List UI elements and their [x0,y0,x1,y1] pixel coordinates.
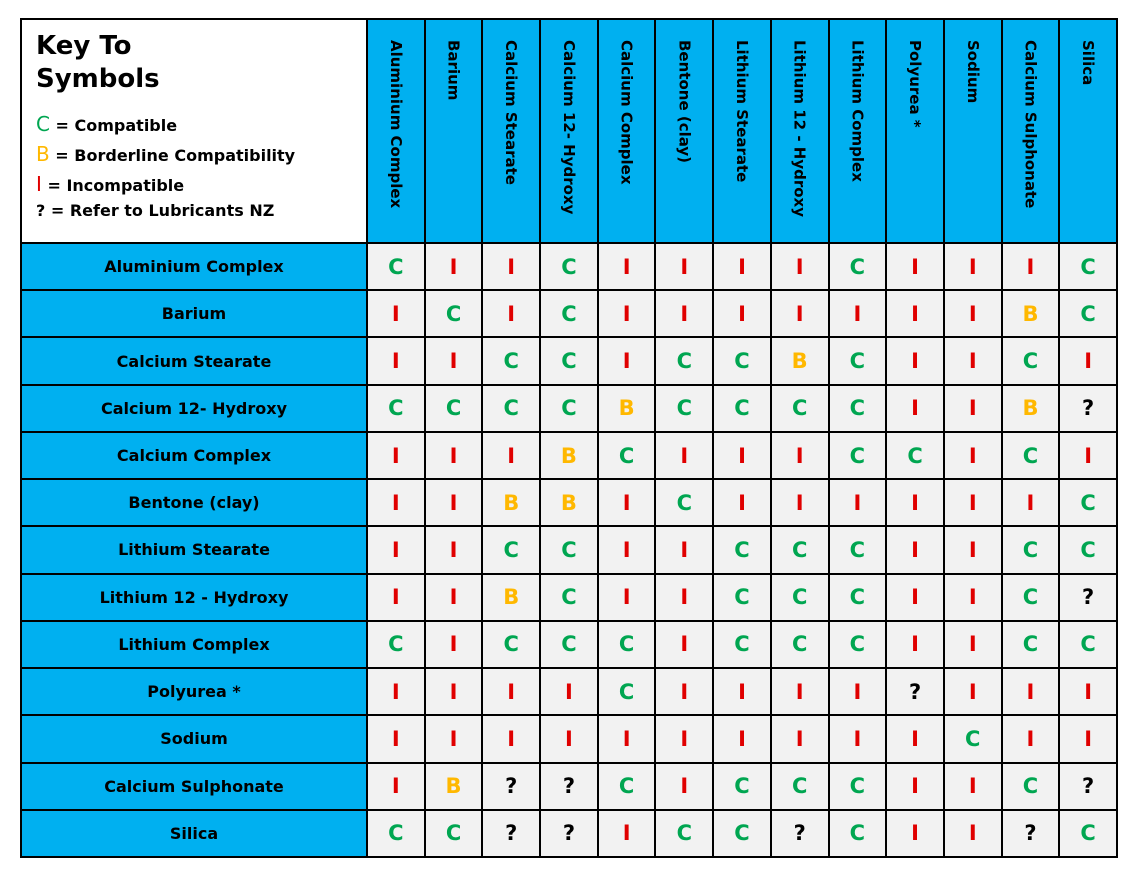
compatibility-cell: C [1060,244,1116,289]
compatibility-cell: I [368,527,424,572]
compatibility-cell: C [599,433,655,478]
column-header-label: Calcium Complex [617,40,636,185]
column-header-label: Lithium Complex [848,40,867,182]
compatibility-cell: I [887,338,943,383]
column-header [887,20,943,242]
compatibility-cell: B [483,480,539,525]
compatibility-cell: C [830,764,886,809]
column-header [945,20,1001,242]
row-header: Barium [22,291,366,336]
compatibility-cell: I [887,622,943,667]
compatibility-cell: I [426,480,482,525]
compatibility-cell: ? [887,669,943,714]
compatibility-cell: I [1060,716,1116,761]
compatibility-cell: I [483,716,539,761]
key-to-symbols [22,20,366,242]
legend-borderline [36,140,352,170]
compatibility-cell: C [368,386,424,431]
legend-incompatible [36,170,352,200]
compatibility-cell: C [483,338,539,383]
compatibility-cell: C [772,575,828,620]
compatibility-cell: ? [1060,386,1116,431]
compatibility-cell: I [541,716,597,761]
compatibility-cell: I [830,480,886,525]
compatibility-cell: C [1003,575,1059,620]
compatibility-cell: I [599,575,655,620]
compatibility-cell: I [945,527,1001,572]
compatibility-cell: I [830,291,886,336]
compatibility-cell: I [599,338,655,383]
compatibility-cell: C [483,386,539,431]
compatibility-cell: I [945,764,1001,809]
compatibility-cell: I [714,480,770,525]
compatibility-cell: I [945,622,1001,667]
legend-refer [36,200,352,222]
row-header: Calcium 12- Hydroxy [22,386,366,431]
compatibility-cell: C [887,433,943,478]
compatibility-cell: C [426,811,482,856]
compatibility-cell: C [426,291,482,336]
column-header-label: Calcium Stearate [502,40,521,185]
row-header: Calcium Complex [22,433,366,478]
compatibility-cell: I [541,669,597,714]
compatibility-cell: C [1060,480,1116,525]
compatibility-cell: C [656,386,712,431]
column-header [772,20,828,242]
legend-symbol: I [36,172,42,196]
compatibility-cell: I [945,480,1001,525]
legend-symbol: C [36,112,50,136]
compatibility-cell: I [945,338,1001,383]
compatibility-cell: I [945,669,1001,714]
compatibility-cell: C [772,386,828,431]
column-header-label: Lithium Stearate [732,40,751,183]
column-header-label: Calcium 12- Hydroxy [559,40,578,215]
compatibility-cell: I [426,244,482,289]
column-header [714,20,770,242]
legend-symbol: ? [36,201,46,220]
compatibility-cell: C [541,386,597,431]
row-header: Polyurea * [22,669,366,714]
compatibility-cell: I [368,716,424,761]
compatibility-cell: C [599,669,655,714]
compatibility-cell: ? [483,811,539,856]
compatibility-cell: I [656,622,712,667]
compatibility-cell: I [368,764,424,809]
compatibility-cell: I [483,291,539,336]
legend-compatible [36,110,352,140]
compatibility-cell: B [541,433,597,478]
compatibility-cell: ? [772,811,828,856]
legend-text: = Incompatible [41,176,185,195]
compatibility-cell: I [368,669,424,714]
compatibility-cell: C [656,480,712,525]
compatibility-cell: I [368,575,424,620]
compatibility-cell: I [1003,244,1059,289]
compatibility-cell: I [1003,669,1059,714]
compatibility-cell: C [830,811,886,856]
key-title: Key To Symbols [36,31,160,94]
compatibility-cell: ? [1060,575,1116,620]
compatibility-cell: I [772,291,828,336]
compatibility-cell: I [599,811,655,856]
compatibility-cell: C [483,622,539,667]
legend-text: = Compatible [49,116,178,135]
compatibility-cell: C [1060,527,1116,572]
compatibility-cell: B [1003,291,1059,336]
compatibility-cell: I [714,433,770,478]
compatibility-cell: I [1003,480,1059,525]
legend-text: = Borderline Compatibility [49,146,296,165]
column-header [830,20,886,242]
compatibility-cell: C [599,764,655,809]
compatibility-cell: I [656,527,712,572]
column-header-label: Calcium Sulphonate [1021,40,1040,209]
compatibility-cell: I [426,716,482,761]
compatibility-cell: I [1060,669,1116,714]
compatibility-cell: I [714,716,770,761]
compatibility-cell: C [1003,433,1059,478]
row-header: Lithium 12 - Hydroxy [22,575,366,620]
row-header: Lithium Stearate [22,527,366,572]
compatibility-cell: I [887,764,943,809]
column-header-label: Bentone (clay) [675,40,694,164]
compatibility-cell: I [368,291,424,336]
compatibility-cell: I [368,338,424,383]
legend-symbol: B [36,142,50,166]
compatibility-cell: C [541,575,597,620]
row-header: Calcium Stearate [22,338,366,383]
compatibility-cell: C [541,527,597,572]
compatibility-cell: I [599,291,655,336]
compatibility-cell: ? [541,764,597,809]
compatibility-cell: C [656,338,712,383]
compatibility-cell: I [772,433,828,478]
compatibility-cell: C [830,527,886,572]
compatibility-cell: B [599,386,655,431]
column-header-label: Polyurea * [906,40,925,128]
compatibility-cell: C [1060,811,1116,856]
compatibility-cell: I [945,244,1001,289]
compatibility-cell: C [945,716,1001,761]
compatibility-cell: C [714,622,770,667]
compatibility-cell: I [887,244,943,289]
compatibility-cell: C [772,764,828,809]
column-header-label: Barium [444,40,463,101]
compatibility-cell: ? [541,811,597,856]
compatibility-cell: C [714,338,770,383]
compatibility-cell: I [656,244,712,289]
compatibility-cell: C [772,527,828,572]
compatibility-cell: C [830,575,886,620]
compatibility-cell: C [368,622,424,667]
compatibility-cell: C [1003,622,1059,667]
compatibility-cell: C [830,244,886,289]
compatibility-cell: I [1003,716,1059,761]
row-header: Aluminium Complex [22,244,366,289]
column-header [1003,20,1059,242]
compatibility-cell: I [656,716,712,761]
compatibility-cell: I [887,527,943,572]
row-header: Calcium Sulphonate [22,764,366,809]
column-header [599,20,655,242]
compatibility-cell: I [714,244,770,289]
column-header [483,20,539,242]
compatibility-cell: C [599,622,655,667]
compatibility-cell: I [656,291,712,336]
compatibility-cell: C [830,386,886,431]
row-header: Bentone (clay) [22,480,366,525]
compatibility-cell: I [656,764,712,809]
compatibility-cell: I [714,669,770,714]
row-header: Lithium Complex [22,622,366,667]
compatibility-cell: C [830,338,886,383]
compatibility-cell: I [599,480,655,525]
compatibility-cell: C [772,622,828,667]
column-header-label: Sodium [963,40,982,104]
compatibility-cell: ? [483,764,539,809]
compatibility-cell: B [772,338,828,383]
compatibility-cell: C [1060,291,1116,336]
compatibility-cell: I [656,575,712,620]
compatibility-cell: I [887,386,943,431]
compatibility-cell: ? [1060,764,1116,809]
compatibility-grid [20,18,1118,858]
compatibility-cell: B [541,480,597,525]
compatibility-cell: I [426,338,482,383]
compatibility-cell: C [1060,622,1116,667]
compatibility-cell: I [772,669,828,714]
compatibility-cell: I [945,291,1001,336]
column-header [656,20,712,242]
compatibility-cell: ? [1003,811,1059,856]
compatibility-cell: I [887,480,943,525]
legend-text: = Refer to Lubricants NZ [45,201,275,220]
compatibility-cell: I [599,244,655,289]
column-header-label: Aluminium Complex [386,40,405,209]
compatibility-cell: I [945,386,1001,431]
column-header-label: Silica [1079,40,1098,86]
column-header [426,20,482,242]
column-header [368,20,424,242]
compatibility-cell: C [541,291,597,336]
compatibility-cell: I [426,669,482,714]
column-header-label: Lithium 12 - Hydroxy [790,40,809,217]
compatibility-cell: I [599,716,655,761]
compatibility-cell: C [714,811,770,856]
compatibility-cell: B [1003,386,1059,431]
compatibility-cell: I [368,480,424,525]
row-header: Sodium [22,716,366,761]
compatibility-cell: I [368,433,424,478]
compatibility-cell: I [772,480,828,525]
compatibility-cell: I [945,575,1001,620]
compatibility-cell: I [887,575,943,620]
compatibility-cell: I [772,716,828,761]
compatibility-cell: I [426,622,482,667]
compatibility-cell: I [945,433,1001,478]
compatibility-cell: C [1003,338,1059,383]
compatibility-cell: C [830,622,886,667]
compatibility-cell: C [714,575,770,620]
row-header: Silica [22,811,366,856]
compatibility-cell: I [426,433,482,478]
compatibility-cell: I [426,575,482,620]
compatibility-cell: I [1060,433,1116,478]
compatibility-cell: I [830,716,886,761]
compatibility-cell: C [541,622,597,667]
compatibility-cell: B [426,764,482,809]
compatibility-cell: C [368,244,424,289]
compatibility-cell: I [772,244,828,289]
compatibility-cell: I [887,716,943,761]
compatibility-cell: I [599,527,655,572]
compatibility-cell: I [1060,338,1116,383]
compatibility-cell: I [483,244,539,289]
compatibility-cell: C [1003,764,1059,809]
compatibility-cell: C [1003,527,1059,572]
compatibility-cell: C [830,433,886,478]
compatibility-cell: C [368,811,424,856]
compatibility-cell: I [830,669,886,714]
compatibility-cell: C [714,764,770,809]
compatibility-cell: I [483,669,539,714]
compatibility-cell: C [656,811,712,856]
compatibility-cell: I [945,811,1001,856]
compatibility-cell: C [714,386,770,431]
compatibility-cell: C [541,244,597,289]
compatibility-cell: I [426,527,482,572]
compatibility-cell: I [714,291,770,336]
compatibility-cell: I [656,433,712,478]
column-header [541,20,597,242]
compatibility-cell: B [483,575,539,620]
compatibility-cell: I [656,669,712,714]
column-header [1060,20,1116,242]
compatibility-cell: C [483,527,539,572]
compatibility-cell: C [541,338,597,383]
compatibility-cell: C [714,527,770,572]
compatibility-cell: I [887,811,943,856]
compatibility-cell: I [887,291,943,336]
compatibility-cell: C [426,386,482,431]
compatibility-cell: I [483,433,539,478]
